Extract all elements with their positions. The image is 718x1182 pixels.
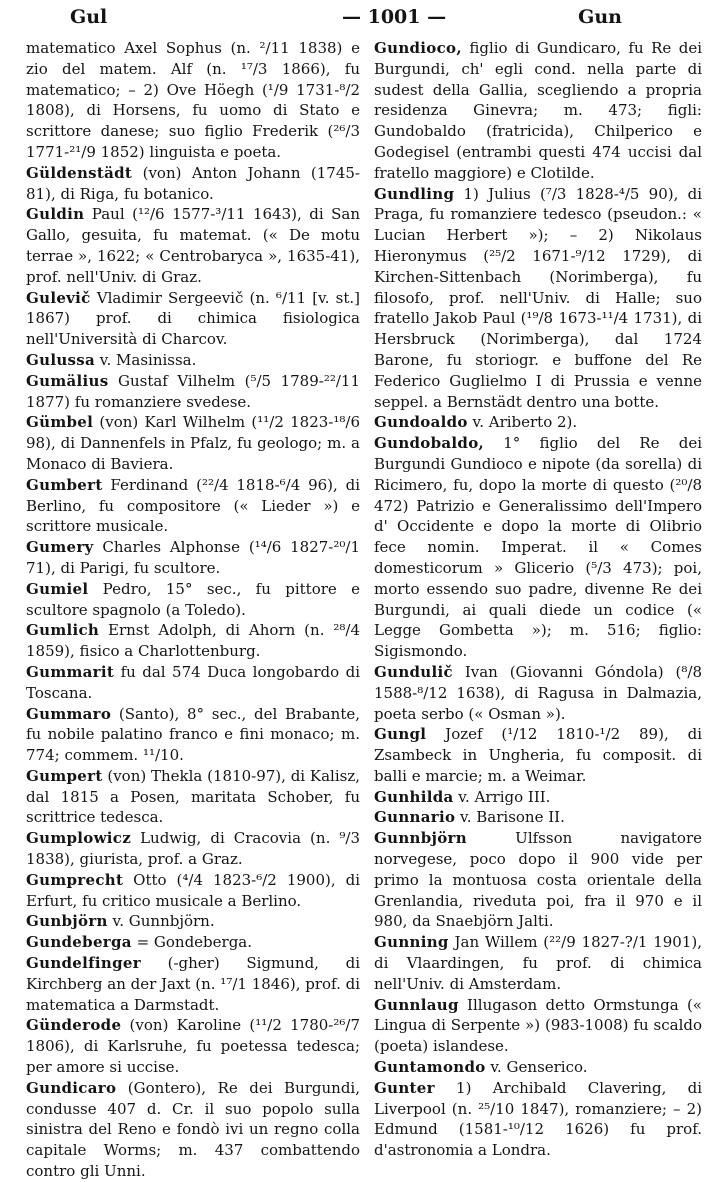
dictionary-entry — [26, 953, 360, 1015]
entry-text: Paul (¹²/6 1577-³/11 1643), di San Gallo, gesuita, fu matemat. (« De motu terrae », 1622; « Centrobaryca », 1635-41), prof. nell'Univ. di Graz. — [26, 205, 360, 286]
entry-text: Ernst Adolph, di Ahorn (n. ²⁸/4 1859), fisico a Charlottenburg. — [26, 621, 360, 661]
entry-text: Ferdinand (²²/4 1818-⁶/4 96), di Berlino, fu compositore (« Lieder ») e scrittore musicale. — [26, 475, 360, 536]
entry-headword: Gumälius — [26, 371, 109, 390]
entry-text: Pedro, 15° sec., fu pittore e scultore spagnolo (a Toledo). — [26, 579, 360, 619]
entry-headword: Guntamondo — [374, 1058, 486, 1077]
entry-headword: Gumpert — [26, 766, 103, 785]
entry-text: Otto (⁴/4 1823-⁶/2 1900), di Erfurt, fu critico musicale a Berlino. — [26, 870, 360, 910]
entry-text: Jozef (¹/12 1810-¹/2 89), di Zsambeck in Ungheria, fu composit. di balli e marcie; m. a Weimar. — [374, 725, 702, 785]
dictionary-entry — [374, 1057, 702, 1078]
entry-text: Charles Alphonse (¹⁴/6 1827-²⁰/1 71), di Parigi, fu scultore. — [26, 538, 360, 577]
entry-headword: Gunter — [374, 1078, 435, 1097]
dictionary-entry — [26, 412, 360, 474]
entry-text: figlio di Gundicaro, fu Re dei Burgundi, ch' egli cond. nella parte di sudest della Gallia, scegliendo a propria residenza Ginevra; m. 473; figli: Gundobaldo (fratricida), Chilperico e Godegisel (entrambi questi 474 uccisi dal fratello maggiore) e Clotilde. — [374, 39, 702, 182]
dictionary-entry — [374, 995, 702, 1057]
entry-headword: Gunning — [374, 933, 449, 952]
dictionary-entry — [26, 288, 360, 350]
entry-text: (von) Anton Johann (1745-81), di Riga, fu botanico. — [26, 163, 360, 203]
entry-headword: Gunnbjörn — [374, 829, 467, 848]
entry-headword: Gummarit — [26, 662, 115, 681]
entry-text: Ivan (Giovanni Góndola) (⁸/8 1588-⁸/12 1638), di Ragusa in Dalmazia, poeta serbo (« Osman »). — [374, 662, 702, 723]
entry-headword: Gundling — [374, 184, 455, 203]
dictionary-entry — [374, 433, 702, 662]
entry-headword: Gundelfinger — [26, 954, 141, 973]
entry-headword: Gulevič — [26, 288, 91, 307]
entry-text: (Gontero), Re dei Burgundi, condusse 407 d. Cr. il suo popolo sulla sinistra del Reno e fondò ivi un regno colla capitale Worms; m. 437 combattendo contro gli Unni. — [26, 1078, 360, 1181]
entry-headword: Günderode — [26, 1016, 122, 1035]
dictionary-entry — [26, 620, 360, 662]
entry-headword: Gumery — [26, 538, 94, 557]
dictionary-entry — [26, 163, 360, 205]
dictionary-entry — [26, 475, 360, 537]
entry-headword: Gumlich — [26, 621, 100, 640]
dictionary-entry — [26, 828, 360, 870]
entry-headword: Gumiel — [26, 579, 89, 598]
entry-headword: Gunnario — [374, 808, 456, 827]
entry-headword: Gungl — [374, 725, 427, 744]
entry-headword: Gumprecht — [26, 870, 124, 889]
entry-text: (von) Karl Wilhelm (¹¹/2 1823-¹⁸/6 98), di Dannenfels in Pfalz, fu geologo; m. a Monaco di Baviera. — [26, 413, 360, 473]
dictionary-entry — [374, 807, 702, 828]
entry-headword: Gundoaldo — [374, 413, 468, 432]
dictionary-entry — [374, 828, 702, 932]
dictionary-entry — [26, 204, 360, 287]
entry-text: (-gher) Sigmund, di Kirchberg an der Jaxt (n. ¹⁷/1 1846), prof. di matematica a Darmstadt. — [26, 954, 361, 1014]
dictionary-entry — [26, 662, 360, 704]
entry-text: 1) Archibald Clavering, di Liverpool (n. ²⁵/10 1847), romanziere; – 2) Edmund (1581-¹⁰/12 1626) fu prof. d'astronomia a Londra. — [374, 1078, 702, 1160]
header-left-guideword: Gul — [70, 6, 108, 28]
dictionary-entry — [26, 870, 360, 912]
dictionary-entry — [26, 911, 360, 932]
dictionary-entry — [374, 38, 702, 184]
left-column — [26, 38, 360, 1182]
page-number: — 1001 — — [342, 6, 447, 28]
entry-headword: Gumplowicz — [26, 829, 132, 848]
entry-text: v. Genserico. — [485, 1058, 588, 1077]
entry-text: fu dal 574 Duca longobardo di Toscana. — [26, 662, 360, 702]
entry-headword: Gundicaro — [26, 1078, 117, 1097]
entry-text: matematico Axel Sophus (n. ²/11 1838) e zio del matem. Alf (n. ¹⁷/3 1866), fu matematico; – 2) Ove Höegh (¹/9 1731-⁸/2 1808), di Horsens, fu uomo di Stato e scrittore danese; suo figlio Frederik (²⁶/3 1771-²¹/9 1852) linguista e poeta. — [26, 39, 360, 161]
entry-text: v. Ariberto 2). — [467, 413, 578, 432]
dictionary-entry — [26, 537, 360, 579]
entry-text: v. Barisone II. — [455, 808, 565, 827]
entry-headword: Gundulič — [374, 662, 453, 681]
dictionary-entry — [26, 932, 360, 953]
dictionary-entry — [26, 371, 360, 413]
dictionary-entry — [374, 787, 702, 808]
entry-text: Ludwig, di Cracovia (n. ⁹/3 1838), giurista, prof. a Graz. — [26, 829, 360, 869]
dictionary-entry — [374, 1078, 702, 1161]
entry-headword: Gundeberga — [26, 933, 132, 952]
entry-text: (von) Karoline (¹¹/2 1780-²⁶/7 1806), di Karlsruhe, fu poetessa tedesca; per amore si uccise. — [26, 1016, 360, 1077]
dictionary-entry — [26, 766, 360, 828]
entry-text: v. Gunnbjörn. — [107, 912, 215, 931]
entry-text: Gustaf Vilhelm (⁵/5 1789-²²/11 1877) fu romanziere svedese. — [26, 371, 360, 411]
entry-headword: Güldenstädt — [26, 163, 133, 182]
entry-headword: Gümbel — [26, 413, 94, 432]
entry-headword: Gunbjörn — [26, 912, 108, 931]
dictionary-entry — [374, 932, 702, 994]
entry-text: Illugason detto Ormstunga (« Lingua di Serpente ») (983-1008) fu scaldo (poeta) islandese. — [374, 995, 702, 1056]
page-header — [24, 4, 702, 32]
entry-text: (von) Thekla (1810-97), di Kalisz, dal 1815 a Posen, maritata Schober, fu scrittrice tedesca. — [26, 766, 360, 827]
entry-headword: Gunhilda — [374, 787, 454, 806]
dictionary-entry — [26, 38, 360, 163]
entry-text: v. Masinissa. — [95, 350, 197, 369]
entry-text: Vladimir Sergeevič (n. ⁶/11 [v. st.] 1867) prof. di chimica fisiologica nell'Università di Charcov. — [26, 288, 360, 349]
dictionary-entry — [26, 1015, 360, 1077]
dictionary-entry — [374, 412, 702, 433]
dictionary-entry — [26, 704, 360, 766]
entry-headword: Gummaro — [26, 704, 112, 723]
entry-text: Ulfsson navigatore norvegese, poco dopo il 900 vide per primo la montuosa costa orientale della Grenlandia, riveduta poi, fra il 970 e il 980, da Snaebjörn Jalti. — [374, 829, 702, 931]
entry-headword: Gunnlaug — [374, 995, 459, 1014]
entry-text: 1° figlio del Re dei Burgundi Gundioco e nipote (da sorella) di Ricimero, fu, dopo la morte di questo (²⁰/8 472) Patrizio e Generalissimo dell'Impero d' Occidente e dopo la morte di Olibrio fece nomin. Imperat. il « Comes domesticorum » Glicerio (⁵/3 473); poi, morto essendo suo padre, divenne Re dei Burgundi, ai quali diede un codice (« Legge Gombetta »); m. 516; figlio: Sigismondo. — [374, 434, 702, 661]
dictionary-entry — [374, 724, 702, 786]
entry-headword: Gundioco, — [374, 39, 462, 57]
entry-headword: Gundobaldo, — [374, 434, 485, 453]
dictionary-entry — [26, 579, 360, 621]
entry-text: = Gondeberga. — [131, 933, 253, 952]
header-right-guideword: Gun — [578, 6, 622, 28]
entry-text: Jan Willem (²²/9 1827-?/1 1901), di Vlaardingen, fu prof. di chimica nell'Univ. di Amsterdam. — [374, 933, 702, 993]
entry-text: 1) Julius (⁷/3 1828-⁴/5 90), di Praga, fu romanziere tedesco (pseudon.: « Lucian Herbert »); – 2) Nikolaus Hieronymus (²⁵/2 1671-⁹/12 1729), di Kirchen-Sittenbach (Norimberga), fu filosofo, prof. nell'Univ. di Halle; suo fratello Jakob Paul (¹⁹/8 1673-¹¹/4 1731), di Hersbruck (Norimberga), dal 1724 Barone, fu storiogr. e buffone del Re Federico Guglielmo I di Prussia e venne seppel. a Bernstädt dentro una botte. — [374, 184, 702, 411]
entry-headword: Guldin — [26, 205, 85, 224]
entry-headword: Gumbert — [26, 475, 103, 494]
right-column — [374, 38, 702, 1161]
entry-text: v. Arrigo III. — [453, 787, 551, 806]
dictionary-entry — [374, 184, 702, 413]
entry-text: (Santo), 8° sec., del Brabante, fu nobile palatino franco e fini monaco; m. 774; commem. ¹¹/10. — [26, 704, 360, 765]
dictionary-entry — [26, 1078, 360, 1182]
entry-headword: Gulussa — [26, 350, 96, 369]
dictionary-entry — [374, 662, 702, 724]
dictionary-entry — [26, 350, 360, 371]
